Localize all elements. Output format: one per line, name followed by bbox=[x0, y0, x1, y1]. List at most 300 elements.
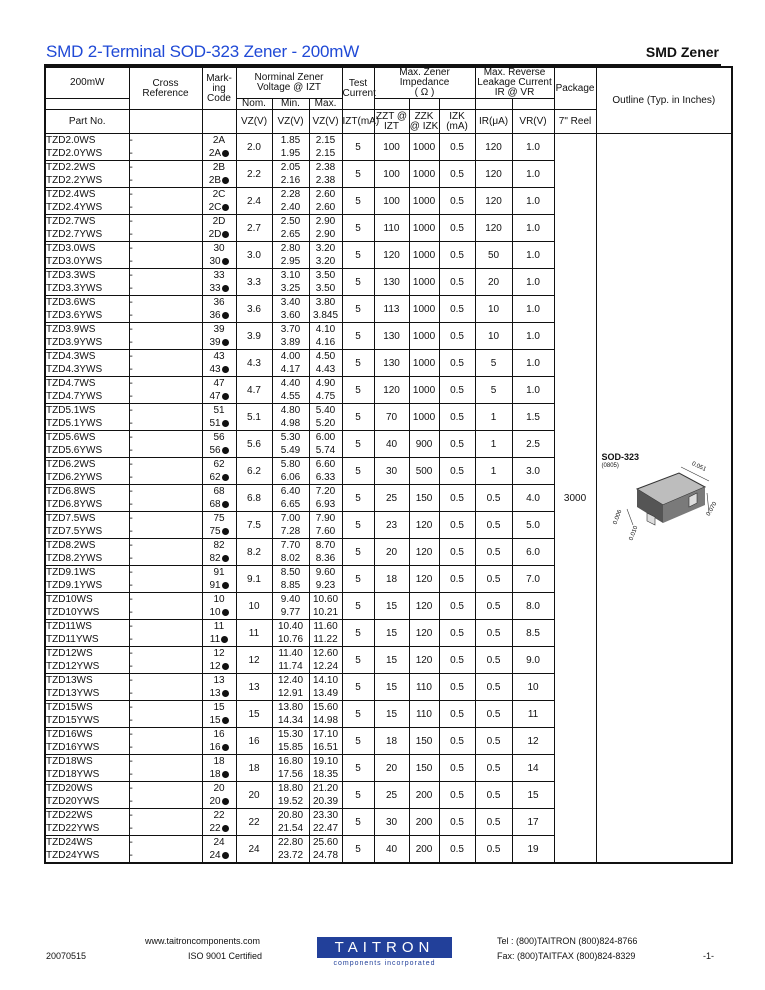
ir-value bbox=[475, 431, 512, 458]
zzt-value bbox=[374, 458, 409, 485]
vr-value-text: 1.0 bbox=[526, 330, 540, 342]
izt-value-text: 5 bbox=[355, 600, 361, 612]
marking-code bbox=[202, 390, 236, 404]
izt-value bbox=[342, 566, 374, 593]
marking-code bbox=[202, 188, 236, 202]
category-tag: SMD Zener bbox=[645, 44, 719, 60]
cross-reference bbox=[129, 255, 202, 269]
izk-value-text: 0.5 bbox=[450, 222, 464, 234]
cross-reference-text: - bbox=[129, 783, 133, 794]
marking-dot-icon bbox=[222, 420, 229, 427]
zzk-value-text: 1000 bbox=[412, 303, 436, 315]
vz-max-text: 3.20 bbox=[315, 243, 336, 254]
vz-max-text: 22.47 bbox=[313, 823, 339, 834]
marking-code-text: 20 bbox=[209, 796, 221, 807]
cross-reference bbox=[129, 498, 202, 512]
izk-value bbox=[439, 242, 475, 269]
vz-min-text: 2.50 bbox=[280, 216, 301, 227]
vz-max bbox=[309, 728, 342, 742]
cross-reference bbox=[129, 336, 202, 350]
vz-max-text: 15.60 bbox=[313, 702, 339, 713]
vz-min-text: 8.02 bbox=[280, 553, 301, 564]
vz-min-text: 3.25 bbox=[280, 283, 301, 294]
vz-max bbox=[309, 525, 342, 539]
ir-value-text: 0.5 bbox=[486, 654, 501, 666]
marking-code bbox=[202, 363, 236, 377]
izt-value-text: 5 bbox=[355, 708, 361, 720]
vr-value bbox=[512, 350, 554, 377]
zzt-value bbox=[374, 782, 409, 809]
cross-reference bbox=[129, 539, 202, 553]
vz-nom-text: 9.1 bbox=[247, 573, 261, 585]
website-url[interactable]: www.taitroncomponents.com bbox=[145, 936, 261, 946]
zzk-value-text: 200 bbox=[415, 789, 433, 801]
cross-reference bbox=[129, 309, 202, 323]
marking-dot-icon bbox=[222, 312, 229, 319]
part-number-text: TZD6.2WS bbox=[46, 459, 96, 470]
zzt-value-text: 40 bbox=[385, 438, 398, 450]
izt-value-text: 5 bbox=[355, 762, 361, 774]
zzk-value-text: 120 bbox=[415, 519, 433, 531]
cross-reference bbox=[129, 147, 202, 161]
zzk-value bbox=[409, 269, 439, 296]
vz-nom-text: 3.6 bbox=[247, 303, 261, 315]
vz-max bbox=[309, 242, 342, 256]
vr-value bbox=[512, 485, 554, 512]
marking-code bbox=[202, 579, 236, 593]
cross-reference bbox=[129, 728, 202, 742]
vz-max-text: 11.22 bbox=[313, 634, 338, 645]
vz-max bbox=[309, 512, 342, 526]
vz-max-text: 18.35 bbox=[313, 769, 339, 780]
izt-value-text: 5 bbox=[355, 303, 361, 315]
vz-min-text: 12.91 bbox=[277, 688, 304, 699]
izk-value-text: 0.5 bbox=[450, 384, 464, 396]
part-number bbox=[45, 512, 129, 526]
vz-nom-text: 4.7 bbox=[247, 384, 261, 396]
part-number bbox=[45, 350, 129, 364]
cross-reference-text: - bbox=[129, 378, 133, 389]
zzt-value-text: 120 bbox=[383, 249, 400, 261]
marking-code-text: 24 bbox=[209, 850, 221, 861]
izk-value-text: 0.5 bbox=[450, 519, 464, 531]
izk-value-text: 0.5 bbox=[450, 195, 464, 207]
zzt-value-text: 18 bbox=[385, 735, 398, 747]
cross-reference-text: - bbox=[129, 823, 133, 834]
vz-min bbox=[272, 323, 309, 337]
izk-value bbox=[439, 134, 475, 161]
part-number bbox=[45, 201, 129, 215]
vz-max-text: 7.90 bbox=[315, 513, 336, 524]
marking-code-text: 2A bbox=[212, 135, 226, 146]
logo-wordmark: TAITRON bbox=[317, 937, 452, 958]
cross-reference-text: - bbox=[129, 351, 133, 362]
cross-reference-text: - bbox=[129, 675, 133, 686]
vz-max bbox=[309, 660, 342, 674]
cross-reference bbox=[129, 377, 202, 391]
vz-min bbox=[272, 728, 309, 742]
zzk-value-text: 1000 bbox=[412, 411, 436, 423]
zzt-value-text: 120 bbox=[383, 384, 400, 396]
izt-value-text: 5 bbox=[355, 141, 361, 153]
max-header: Max. bbox=[309, 99, 342, 110]
marking-code-text: 47 bbox=[209, 391, 221, 402]
zzk-value-text: 120 bbox=[415, 573, 433, 585]
marking-dot-icon bbox=[222, 150, 229, 157]
cross-reference bbox=[129, 134, 202, 148]
vz-min-text: 12.40 bbox=[277, 675, 304, 686]
izt-value bbox=[342, 431, 374, 458]
zzk-value-text: 1000 bbox=[412, 330, 436, 342]
part-number-text: TZD4.7WS bbox=[46, 378, 96, 389]
part-number-text: TZD2.4WS bbox=[46, 189, 96, 200]
part-number bbox=[45, 849, 129, 863]
part-number bbox=[45, 539, 129, 553]
marking-code bbox=[202, 242, 236, 256]
vr-value bbox=[512, 242, 554, 269]
zzk-value bbox=[409, 593, 439, 620]
marking-code-text: 36 bbox=[209, 310, 221, 321]
izt-value bbox=[342, 134, 374, 161]
vz-min-text: 15.30 bbox=[277, 729, 304, 740]
vz-max-text: 3.50 bbox=[315, 283, 336, 294]
vz-min-text: 2.40 bbox=[280, 202, 301, 213]
cross-reference-text: - bbox=[129, 850, 133, 861]
vz-nom bbox=[236, 404, 272, 431]
cross-reference bbox=[129, 687, 202, 701]
vz-max-text: 14.98 bbox=[313, 715, 339, 726]
vz-min bbox=[272, 539, 309, 553]
vz-min-text: 2.65 bbox=[280, 229, 301, 240]
cross-reference bbox=[129, 471, 202, 485]
part-number bbox=[45, 620, 129, 634]
cross-reference bbox=[129, 647, 202, 661]
izk-value bbox=[439, 512, 475, 539]
marking-dot-icon bbox=[222, 528, 229, 535]
marking-code bbox=[202, 593, 236, 607]
vz-min bbox=[272, 579, 309, 593]
vr-value bbox=[512, 215, 554, 242]
marking-code bbox=[202, 782, 236, 796]
dim-label: 0.010 bbox=[628, 525, 639, 542]
izk-value-text: 0.5 bbox=[450, 249, 464, 261]
page-title: SMD 2-Terminal SOD-323 Zener - 200mW bbox=[46, 42, 360, 61]
part-number bbox=[45, 714, 129, 728]
vz-min-text: 8.85 bbox=[280, 580, 301, 591]
vz-min-text: 16.80 bbox=[277, 756, 304, 767]
zzk-value-text: 200 bbox=[415, 843, 433, 855]
marking-dot-icon bbox=[222, 231, 229, 238]
marking-code bbox=[202, 161, 236, 175]
vz-max bbox=[309, 390, 342, 404]
vz-min bbox=[272, 485, 309, 499]
marking-code-text: 11 bbox=[213, 621, 225, 632]
izk-value-text: 0.5 bbox=[450, 141, 464, 153]
marking-code bbox=[202, 323, 236, 337]
cross-reference bbox=[129, 768, 202, 782]
marking-code-text: 56 bbox=[209, 445, 221, 456]
cross-reference bbox=[129, 714, 202, 728]
vr-value-text: 9.0 bbox=[526, 654, 540, 666]
vr-value-text: 8.5 bbox=[526, 627, 540, 639]
spec-body bbox=[45, 134, 732, 864]
zzt-value bbox=[374, 593, 409, 620]
marking-code-text: 15 bbox=[209, 715, 221, 726]
vz-max bbox=[309, 809, 342, 823]
vr-value-text: 8.0 bbox=[526, 600, 540, 612]
part-number-text: TZD4.3WS bbox=[46, 351, 96, 362]
izk-value bbox=[439, 728, 475, 755]
package-qty-text: 3000 bbox=[563, 492, 587, 504]
part-number bbox=[45, 836, 129, 850]
vz-max bbox=[309, 768, 342, 782]
vz-nom-text: 18 bbox=[248, 762, 260, 774]
izk-value-text: 0.5 bbox=[450, 573, 464, 585]
vz-max bbox=[309, 404, 342, 418]
cross-reference bbox=[129, 593, 202, 607]
vz-max-text: 11.60 bbox=[313, 621, 338, 632]
izk-value bbox=[439, 539, 475, 566]
vr-value bbox=[512, 674, 554, 701]
marking-code-text: 36 bbox=[213, 297, 225, 308]
zzk-value-text: 1000 bbox=[412, 195, 436, 207]
outline-package-sub: (0805) bbox=[601, 463, 619, 469]
part-number bbox=[45, 660, 129, 674]
package-qty bbox=[554, 134, 596, 864]
vr-header bbox=[512, 99, 554, 110]
vz-nom bbox=[236, 188, 272, 215]
cross-reference-text: - bbox=[129, 729, 133, 740]
cross-reference bbox=[129, 404, 202, 418]
vz-max bbox=[309, 363, 342, 377]
zzk-header bbox=[409, 99, 439, 110]
cross-reference bbox=[129, 485, 202, 499]
cross-reference-text: - bbox=[129, 216, 133, 227]
vz-min-text: 3.70 bbox=[280, 324, 301, 335]
vz-max-text: 6.60 bbox=[315, 459, 336, 470]
izt-value-text: 5 bbox=[355, 843, 361, 855]
outline-drawing bbox=[597, 453, 732, 543]
cross-reference bbox=[129, 701, 202, 715]
vz-max-text: 9.60 bbox=[315, 567, 336, 578]
marking-code bbox=[202, 660, 236, 674]
vz-max bbox=[309, 458, 342, 472]
vz-nom bbox=[236, 134, 272, 161]
ir-value-text: 10 bbox=[487, 303, 500, 315]
ir-value-text: 120 bbox=[485, 195, 502, 207]
vz-min-text: 11.40 bbox=[278, 648, 303, 659]
zzk-value bbox=[409, 188, 439, 215]
izt-value-text: 5 bbox=[355, 330, 361, 342]
vz-nom bbox=[236, 377, 272, 404]
zzt-value bbox=[374, 647, 409, 674]
cross-reference bbox=[129, 620, 202, 634]
izk-value-text: 0.5 bbox=[450, 762, 464, 774]
zzk-value-text: 500 bbox=[415, 465, 433, 477]
marking-code bbox=[202, 147, 236, 161]
marking-code bbox=[202, 741, 236, 755]
vz-min bbox=[272, 741, 309, 755]
part-number bbox=[45, 633, 129, 647]
marking-code-text: 68 bbox=[209, 499, 221, 510]
marking-code bbox=[202, 350, 236, 364]
vz-min bbox=[272, 431, 309, 445]
ir-value-text: 1 bbox=[490, 438, 497, 450]
vz-min bbox=[272, 795, 309, 809]
vz-min bbox=[272, 701, 309, 715]
vz-min-text: 4.55 bbox=[280, 391, 301, 402]
izk-value bbox=[439, 674, 475, 701]
cross-reference-text: - bbox=[129, 310, 133, 321]
cross-reference-text: - bbox=[129, 256, 133, 267]
vz-min-text: 10.76 bbox=[277, 634, 304, 645]
marking-code bbox=[202, 822, 236, 836]
part-number bbox=[45, 309, 129, 323]
izt-value bbox=[342, 593, 374, 620]
vz-nom-text: 3.0 bbox=[247, 249, 261, 261]
part-number-text: TZD3.6YWS bbox=[46, 310, 103, 321]
izt-value bbox=[342, 728, 374, 755]
marking-code-text: 51 bbox=[213, 405, 225, 416]
vr-value-text: 12 bbox=[527, 735, 539, 747]
zzk-value-text: 110 bbox=[416, 708, 432, 720]
vz-min bbox=[272, 363, 309, 377]
marking-code-text: 30 bbox=[209, 256, 221, 267]
zzt-value-text: 30 bbox=[385, 816, 398, 828]
zzk-value-text: 1000 bbox=[412, 168, 436, 180]
izk-value bbox=[439, 431, 475, 458]
cross-reference bbox=[129, 269, 202, 283]
izt-value bbox=[342, 701, 374, 728]
vr-value-text: 1.0 bbox=[526, 384, 540, 396]
ir-value bbox=[475, 485, 512, 512]
marking-code-text: 2B bbox=[208, 175, 222, 186]
part-number-text: TZD7.5WS bbox=[46, 513, 96, 524]
vz-max-text: 4.43 bbox=[315, 364, 336, 375]
vz-min-text: 21.54 bbox=[277, 823, 304, 834]
marking-dot-icon bbox=[222, 204, 229, 211]
izt-value bbox=[342, 242, 374, 269]
vz-min-text: 22.80 bbox=[277, 837, 304, 848]
vz-min-text: 6.40 bbox=[280, 486, 301, 497]
zzk-value bbox=[409, 323, 439, 350]
part-number-text: TZD5.6WS bbox=[46, 432, 96, 443]
izt-value-text: 5 bbox=[355, 546, 361, 558]
vz-max bbox=[309, 147, 342, 161]
zzt-value-text: 23 bbox=[385, 519, 398, 531]
vz-max-text: 10.60 bbox=[313, 594, 339, 605]
cross-reference-text: - bbox=[129, 270, 133, 281]
cross-reference bbox=[129, 161, 202, 175]
vz-max bbox=[309, 431, 342, 445]
cross-reference-text: - bbox=[129, 715, 133, 726]
vz-nom bbox=[236, 269, 272, 296]
vr-value-text: 1.0 bbox=[526, 303, 540, 315]
ir-value bbox=[475, 404, 512, 431]
vz-min-text: 7.00 bbox=[280, 513, 301, 524]
vz-max bbox=[309, 336, 342, 350]
zzt-value-text: 130 bbox=[383, 357, 400, 369]
vz-nom bbox=[236, 215, 272, 242]
part-number bbox=[45, 228, 129, 242]
vr-value bbox=[512, 701, 554, 728]
izk-value-text: 0.5 bbox=[450, 276, 464, 288]
marking-code-text: 47 bbox=[213, 378, 225, 389]
marking-dot-icon bbox=[222, 663, 229, 670]
izk-value-text: 0.5 bbox=[450, 681, 464, 693]
cross-reference-text: - bbox=[129, 499, 133, 510]
cross-reference bbox=[129, 444, 202, 458]
ir-value-text: 0.5 bbox=[486, 762, 501, 774]
marking-dot-icon bbox=[222, 258, 229, 265]
part-number bbox=[45, 471, 129, 485]
vz-min-text: 19.52 bbox=[277, 796, 304, 807]
vz-nom-text: 2.2 bbox=[247, 168, 261, 180]
marking-code bbox=[202, 647, 236, 661]
vz-max-text: 3.845 bbox=[313, 310, 339, 321]
vr-value-text: 19 bbox=[527, 843, 539, 855]
marking-code bbox=[202, 444, 236, 458]
vz-nom-text: 24 bbox=[248, 843, 260, 855]
izk-value bbox=[439, 188, 475, 215]
ir-value bbox=[475, 836, 512, 864]
part-number bbox=[45, 701, 129, 715]
ir-value-text: 0.5 bbox=[486, 843, 501, 855]
vz-max-text: 2.15 bbox=[315, 148, 336, 159]
izk-value-text: 0.5 bbox=[450, 168, 464, 180]
vz-min-text: 3.40 bbox=[280, 297, 301, 308]
vz-min bbox=[272, 404, 309, 418]
marking-code-text: 2C bbox=[212, 189, 226, 200]
izt-value bbox=[342, 377, 374, 404]
cross-reference bbox=[129, 795, 202, 809]
vz-max bbox=[309, 417, 342, 431]
marking-code-text: 43 bbox=[213, 351, 225, 362]
part-number bbox=[45, 323, 129, 337]
part-number bbox=[45, 755, 129, 769]
vz-min bbox=[272, 377, 309, 391]
vz-nom bbox=[236, 701, 272, 728]
vz-max-text: 23.30 bbox=[313, 810, 339, 821]
vz-max bbox=[309, 579, 342, 593]
zzt-value-text: 15 bbox=[385, 654, 398, 666]
zzt-value bbox=[374, 566, 409, 593]
vz-max bbox=[309, 485, 342, 499]
vz-nom-text: 12 bbox=[248, 654, 260, 666]
marking-code bbox=[202, 269, 236, 283]
zzt-value bbox=[374, 512, 409, 539]
zzk-value-text: 120 bbox=[415, 600, 433, 612]
cross-reference bbox=[129, 201, 202, 215]
part-number-text: TZD4.3YWS bbox=[46, 364, 103, 375]
part-number-text: TZD18WS bbox=[46, 756, 93, 767]
part-number-text: TZD2.4YWS bbox=[46, 202, 103, 213]
cross-reference-text: - bbox=[129, 472, 133, 483]
marking-code-text: 39 bbox=[213, 324, 225, 335]
cross-reference-text: - bbox=[129, 445, 133, 456]
marking-code bbox=[202, 282, 236, 296]
marking-code bbox=[202, 836, 236, 850]
vz-max bbox=[309, 498, 342, 512]
vz-max bbox=[309, 161, 342, 175]
vz-max-text: 3.20 bbox=[315, 256, 336, 267]
part-number-text: TZD7.5YWS bbox=[46, 526, 103, 537]
cross-reference-text: - bbox=[129, 364, 133, 375]
izt-value-text: 5 bbox=[355, 249, 361, 261]
zzk-value bbox=[409, 404, 439, 431]
cross-reference-text: - bbox=[129, 459, 133, 470]
zzk-value-text: 150 bbox=[415, 735, 433, 747]
